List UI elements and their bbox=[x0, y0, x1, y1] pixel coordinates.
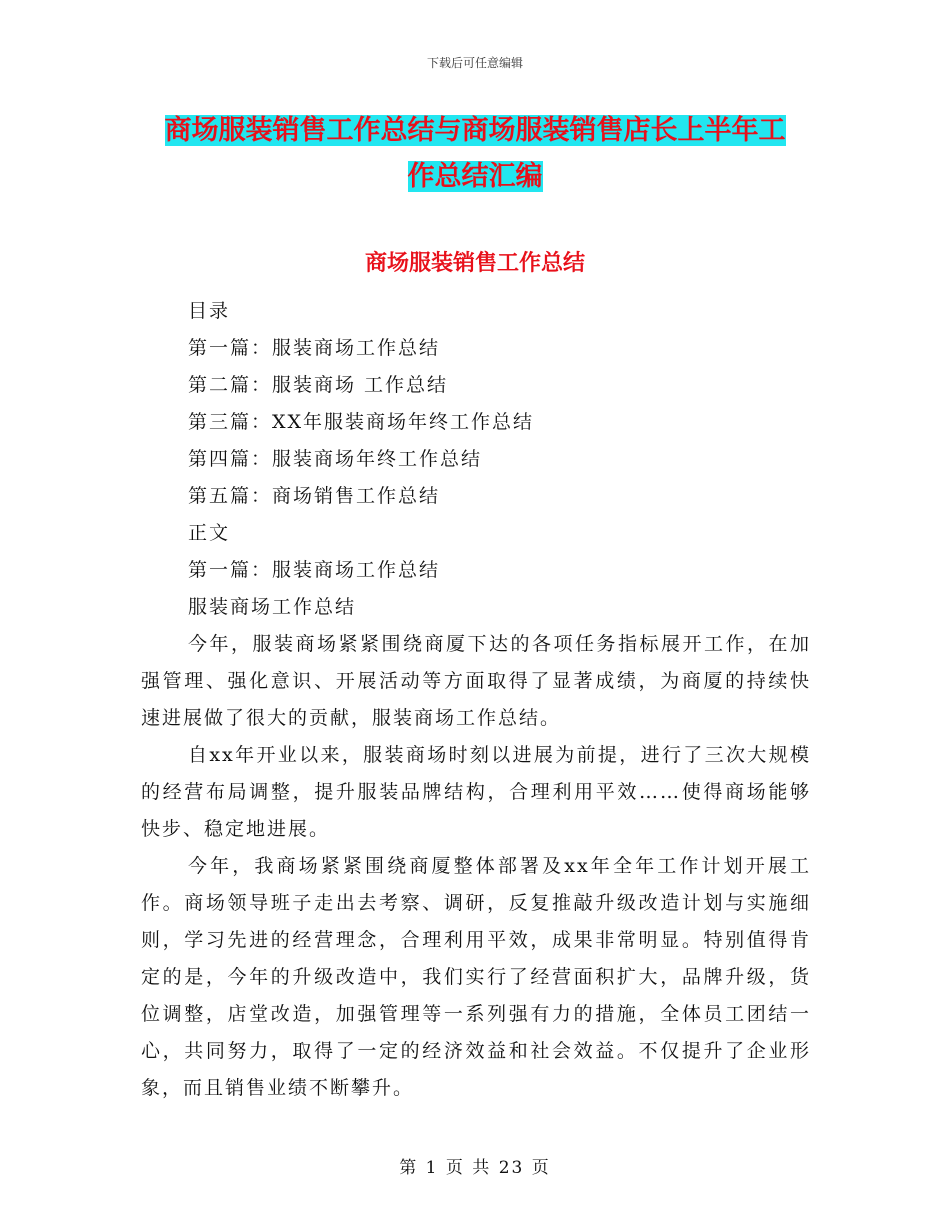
toc-item-4: 第四篇：服装商场年终工作总结 bbox=[188, 448, 483, 470]
title-line-2: 作总结汇编 bbox=[407, 161, 543, 192]
document-title bbox=[140, 108, 810, 200]
toc-heading: 目录 bbox=[188, 300, 231, 322]
toc-item-1: 第一篇：服装商场工作总结 bbox=[188, 337, 441, 359]
body-heading: 正文 bbox=[188, 522, 231, 544]
title-line-1: 商场服装销售工作总结与商场服装销售店长上半年工 bbox=[164, 115, 786, 146]
toc-item-3: 第三篇：XX年服装商场年终工作总结 bbox=[188, 411, 535, 433]
chapter-title: 第一篇：服装商场工作总结 bbox=[188, 559, 441, 581]
paragraph-1: 今年，服装商场紧紧围绕商厦下达的各项任务指标展开工作，在加强管理、强化意识、开展活动等方面取得了显著成绩，为商厦的持续快速进展做了很大的贡献，服装商场工作总结。 bbox=[141, 633, 811, 729]
body-text bbox=[141, 626, 811, 1107]
page-header: 下载后可任意编辑 bbox=[426, 56, 523, 70]
toc-item-5: 第五篇：商场销售工作总结 bbox=[188, 485, 441, 507]
page-footer: 第 1 页 共 23 页 bbox=[399, 1158, 551, 1178]
paragraph-2: 自xx年开业以来，服装商场时刻以进展为前提，进行了三次大规模的经营布局调整，提升服装品牌结构，合理利用平效……使得商场能够快步、稳定地进展。 bbox=[141, 744, 811, 840]
toc-item-2: 第二篇：服装商场 工作总结 bbox=[188, 374, 449, 396]
section-title: 商场服装销售工作总结 bbox=[364, 251, 585, 276]
table-of-contents bbox=[188, 293, 534, 626]
article-title: 服装商场工作总结 bbox=[188, 596, 357, 618]
paragraph-3: 今年，我商场紧紧围绕商厦整体部署及xx年全年工作计划开展工作。商场领导班子走出去考察、调研，反复推敲升级改造计划与实施细则，学习先进的经营理念，合理利用平效，成果非常明显。特别值得肯定的是，今年的升级改造中，我们实行了经营面积扩大，品牌升级，货位调整，店堂改造，加强管理等一系列强有力的措施，全体员工团结一心，共同努力，取得了一定的经济效益和社会效益。不仅提升了企业形象，而且销售业绩不断攀升。 bbox=[141, 855, 811, 1099]
